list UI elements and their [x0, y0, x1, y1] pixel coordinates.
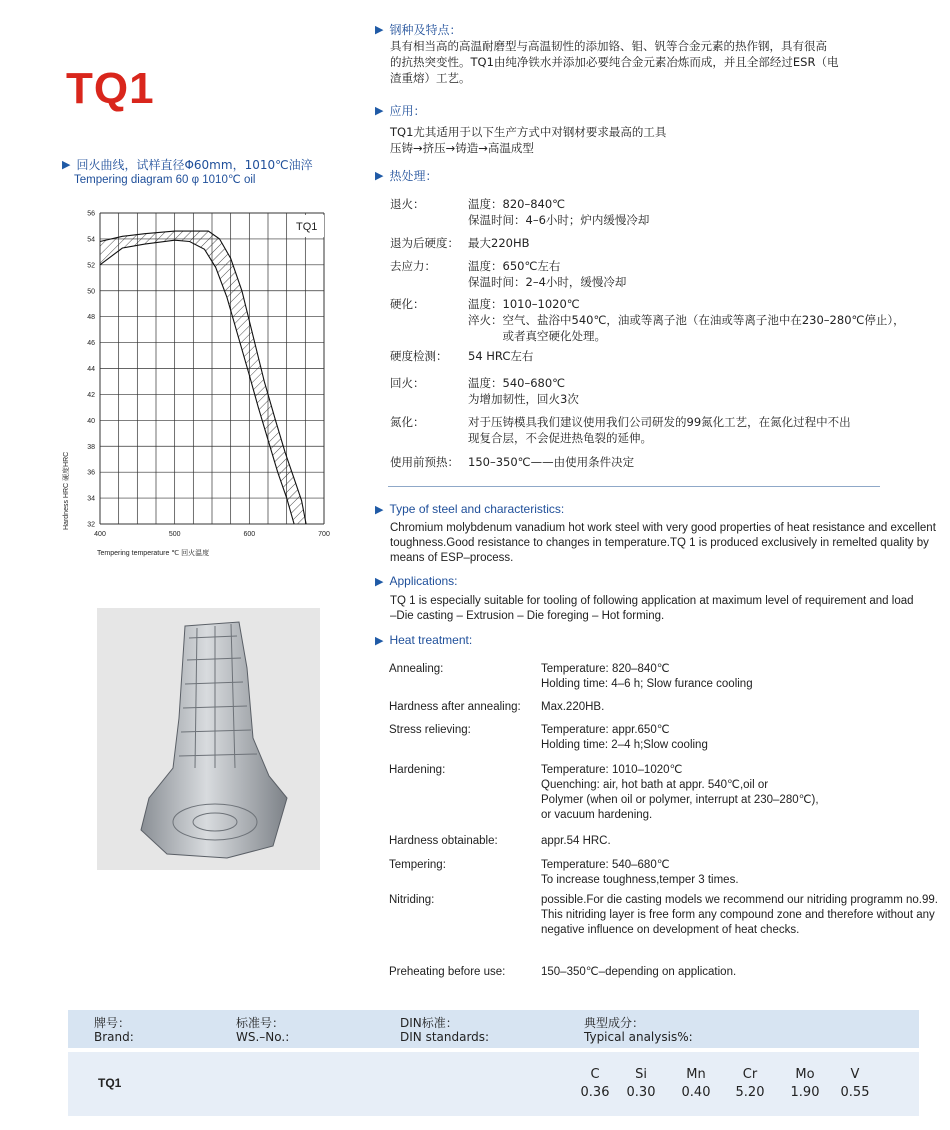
cn-ht-value	[468, 196, 649, 228]
en-ht-value-line: appr.54 HRC.	[541, 835, 611, 847]
en-ht-value	[541, 893, 938, 938]
brand-value: TQ1	[98, 1076, 122, 1090]
y-tick-label: 56	[87, 210, 95, 218]
grade-title: TQ1	[66, 64, 155, 113]
x-tick-label: 600	[243, 531, 256, 538]
cn-ht-label: 硬化：	[390, 297, 425, 311]
en-ht-row	[389, 893, 938, 938]
en-ht-label: Tempering:	[389, 859, 446, 871]
en-ht-value	[541, 763, 819, 823]
cn-ht-label: 回火：	[390, 376, 425, 390]
en-ht-value-line: Temperature: 540–680℃	[541, 859, 670, 871]
en-ht-row	[389, 965, 736, 980]
tq1-upper-curve	[100, 231, 306, 524]
y-tick-label: 32	[87, 521, 95, 529]
cn-ht-value-line: 淬火：空气、盐浴中540℃，油或等离子池（在油或等离子池中在230–280℃停止），	[468, 313, 905, 327]
cn-ht-label: 去应力：	[390, 259, 436, 273]
cn-ht-value	[468, 348, 533, 364]
brand-header: 牌号： Brand:	[94, 1016, 134, 1044]
cn-ht-value	[468, 375, 579, 407]
en-ht-label: Preheating before use:	[389, 966, 506, 978]
x-tick-label: 700	[318, 531, 330, 538]
section-divider	[388, 486, 880, 487]
cn-ht-value-line: 现复合层，不会促进热龟裂的延伸。	[468, 431, 652, 445]
en-ht-row	[389, 662, 753, 692]
en-ht-value-line: Temperature: 1010–1020℃	[541, 764, 683, 776]
y-tick-label: 34	[87, 495, 95, 503]
en-ht-value	[541, 723, 708, 753]
en-ht-label: Stress relieving:	[389, 724, 471, 736]
cn-ht-label: 退火：	[390, 197, 425, 211]
cn-ht-row	[390, 196, 649, 228]
element-symbol: Si	[635, 1067, 647, 1082]
triangle-bullet-icon: ▶	[375, 104, 384, 117]
casting-photo	[97, 608, 320, 870]
en-ht-label: Hardening:	[389, 764, 446, 776]
element-cell	[671, 1066, 721, 1102]
element-value: 1.90	[790, 1085, 820, 1100]
x-tick-label: 400	[94, 531, 106, 538]
chart-x-axis-label: Tempering temperature ℃ 回火温度	[97, 550, 210, 557]
en-ht-value-line: Temperature: 820–840℃	[541, 663, 670, 675]
cn-steel-text: 具有相当高的高温耐磨型与高温韧性的添加铬、钼、钒等合金元素的热作钢，具有很高 的抗热突变性。TQ1由纯净铁水并添加必要纯合金元素冶炼而成，并且全部经过ESR（电 渣重熔）工艺。	[390, 39, 839, 85]
element-symbol: C	[590, 1067, 600, 1082]
en-app-text: TQ 1 is especially suitable for tooling of following application at maximum level of requirement and load –Die casting – Extrusion – Die foreging – Hot forming.	[390, 595, 914, 622]
element-cell	[616, 1066, 666, 1102]
tq1-band-fill	[100, 231, 306, 524]
en-ht-value	[541, 965, 736, 980]
cn-ht-label: 使用前预热：	[390, 455, 459, 469]
x-tick-label: 500	[168, 531, 181, 538]
cn-ht-value	[468, 454, 634, 470]
cn-section-steel-title: ▶ 钢种及特点：	[375, 23, 462, 37]
y-tick-label: 48	[87, 314, 95, 322]
chart-y-axis-label: Hardness HRC 硬度HRC	[63, 451, 70, 530]
cn-ht-value-line: 温度：1010–1020℃	[468, 297, 580, 311]
cn-ht-value-line: 对于压铸模具我们建议使用我们公司研发的99氮化工艺，在氮化过程中不出	[468, 415, 851, 429]
cn-ht-label: 氮化：	[390, 415, 425, 429]
cn-ht-value-line: 保温时间：4–6小时；炉内缓慢冷却	[468, 213, 650, 227]
en-ht-value-line: Max.220HB.	[541, 701, 605, 713]
en-ht-value-line: possible.For die casting models we recommend our nitriding programm no.99.	[541, 894, 938, 906]
triangle-bullet-icon: ▶	[375, 574, 384, 588]
en-ht-value-line: 150–350℃–depending on application.	[541, 966, 737, 978]
din-header: DIN标准： DIN standards:	[400, 1016, 490, 1044]
en-ht-value-line: To increase toughness,temper 3 times.	[541, 874, 739, 886]
y-tick-label: 52	[87, 262, 95, 270]
en-ht-value	[541, 834, 611, 849]
y-tick-label: 54	[87, 236, 95, 244]
cn-ht-value-line: 或者真空硬化处理。	[468, 329, 606, 343]
composition-table-header	[68, 1010, 919, 1048]
en-ht-row	[389, 763, 819, 823]
cn-ht-row	[390, 348, 533, 364]
en-ht-value-line: This nitriding layer is free form any compound zone and therefore without any	[541, 909, 935, 921]
cn-ht-value	[468, 414, 851, 446]
element-symbol: Mn	[686, 1067, 706, 1082]
analysis-header: 典型成分： Typical analysis%:	[584, 1016, 693, 1044]
element-cell	[725, 1066, 775, 1102]
y-tick-label: 46	[87, 340, 95, 348]
en-ht-value-line: Quenching: air, hot bath at appr. 540℃,oil or	[541, 779, 769, 791]
cn-ht-label: 退为后硬度：	[390, 236, 459, 250]
element-symbol: Mo	[795, 1067, 815, 1082]
triangle-bullet-icon: ▶	[375, 633, 384, 647]
en-ht-value	[541, 700, 604, 715]
en-ht-row	[389, 723, 708, 753]
chart-caption-cn: 回火曲线，试样直径Φ60mm，1010℃油淬	[76, 158, 313, 172]
en-ht-value-line: or vacuum hardening.	[541, 809, 653, 821]
cn-ht-value-line: 为增加韧性，回火3次	[468, 392, 579, 406]
en-ht-value-line: Temperature: appr.650℃	[541, 724, 670, 736]
cn-ht-value	[468, 258, 626, 290]
en-section-ht-title: ▶ Heat treatment:	[375, 633, 473, 647]
element-cell	[780, 1066, 830, 1102]
y-tick-label: 38	[87, 443, 95, 451]
en-ht-row	[389, 858, 739, 888]
en-ht-value-line: Polymer (when oil or polymer, interrupt at 230–280℃),	[541, 794, 819, 806]
element-value: 0.30	[626, 1085, 656, 1100]
chart-caption-cn-row	[62, 156, 313, 173]
en-ht-row	[389, 700, 604, 715]
en-ht-value	[541, 858, 739, 888]
y-tick-label: 36	[87, 469, 95, 477]
cn-ht-row	[390, 296, 905, 344]
cn-ht-value-line: 保温时间：2–4小时，缓慢冷却	[468, 275, 627, 289]
cn-ht-value	[468, 296, 905, 344]
y-tick-label: 42	[87, 391, 95, 399]
en-ht-row	[389, 834, 611, 849]
en-ht-value-line: Holding time: 2–4 h;Slow cooling	[541, 739, 708, 751]
triangle-bullet-icon: ▶	[375, 502, 384, 516]
triangle-bullet-icon: ▶	[375, 23, 384, 36]
element-symbol: V	[850, 1067, 860, 1082]
en-section-steel-title: ▶ Type of steel and characteristics:	[375, 502, 565, 516]
en-ht-value-line: negative influence on development of heat checks.	[541, 924, 800, 936]
ws-header: 标准号： WS.–No.:	[236, 1016, 290, 1044]
cn-ht-value-line: 150–350℃——由使用条件决定	[468, 455, 635, 469]
en-ht-value-line: Holding time: 4–6 h; Slow furance cooling	[541, 678, 753, 690]
composition-table-row	[68, 1052, 919, 1116]
en-ht-label: Annealing:	[389, 663, 444, 675]
element-cell	[570, 1066, 620, 1102]
cn-ht-row	[390, 414, 851, 446]
triangle-bullet-icon: ▶	[62, 158, 71, 171]
en-ht-label: Hardness obtainable:	[389, 835, 498, 847]
tempering-chart	[56, 205, 346, 565]
en-ht-label: Hardness after annealing:	[389, 701, 521, 713]
cn-ht-value-line: 温度：650℃左右	[468, 259, 561, 273]
cn-section-app-title: ▶ 应用：	[375, 104, 426, 118]
cn-ht-row	[390, 235, 530, 251]
element-symbol: Cr	[742, 1067, 758, 1082]
en-section-app-title: ▶ Applications:	[375, 574, 458, 588]
cn-section-ht-title: ▶ 热处理：	[375, 169, 438, 183]
y-tick-label: 50	[87, 288, 95, 296]
en-ht-label: Nitriding:	[389, 894, 435, 906]
cn-ht-row	[390, 454, 634, 470]
element-value: 0.40	[681, 1085, 711, 1100]
chart-caption-en: Tempering diagram 60 φ 1010℃ oil	[74, 174, 256, 186]
cn-ht-row	[390, 258, 626, 290]
element-value: 5.20	[735, 1085, 765, 1100]
element-value: 0.36	[580, 1085, 610, 1100]
en-ht-value	[541, 662, 753, 692]
y-tick-label: 44	[87, 366, 95, 373]
cn-ht-label: 硬度检测：	[390, 349, 448, 363]
cn-ht-value-line: 54 HRC左右	[468, 349, 534, 363]
cn-ht-value-line: 温度：820–840℃	[468, 197, 566, 211]
cn-ht-row	[390, 375, 579, 407]
element-cell	[830, 1066, 880, 1102]
cn-ht-value-line: 最大220HB	[468, 236, 530, 250]
chart-legend: TQ1	[296, 221, 318, 233]
cn-ht-value	[468, 235, 530, 251]
element-value: 0.55	[840, 1085, 870, 1100]
cn-app-text: TQ1尤其适用于以下生产方式中对钢材要求最高的工具 压铸→挤压→铸造→高温成型	[390, 125, 667, 155]
triangle-bullet-icon: ▶	[375, 169, 384, 182]
y-tick-label: 40	[87, 417, 95, 425]
en-steel-text: Chromium molybdenum vanadium hot work steel with very good properties of heat resistance and excellent toughness.Good resistance to changes in temperature.TQ 1 is produced exclusively in remelted quality by means of ESP–process.	[390, 522, 936, 564]
cn-ht-value-line: 温度：540–680℃	[468, 376, 566, 390]
